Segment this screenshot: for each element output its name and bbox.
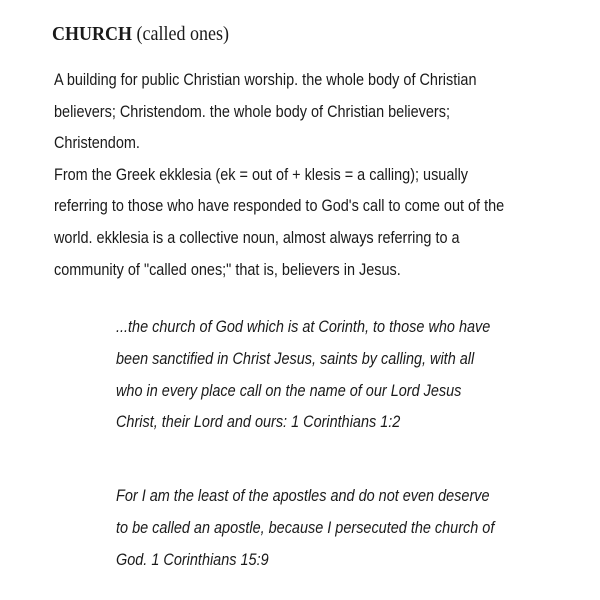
etymology-line: referring to those who have responded to God's call to come out of the [54,196,505,216]
entry-heading [52,20,229,48]
etymology-line: community of "called ones;" that is, believers in Jesus. [54,259,401,279]
definition-line: A building for public Christian worship. the whole body of Christian [54,70,477,89]
definition-line: believers; Christendom. the whole body of Christian believers; [54,101,450,121]
heading-term: CHURCH [52,23,133,45]
scripture-quote-1-corinthians-1-2 [116,311,556,438]
scripture-quote-1-corinthians-15-9 [116,480,561,575]
heading-gloss: (called ones) [132,23,229,45]
quote-line: who in every place call on the name of our Lord Jesus [116,380,462,400]
definition-line: Christendom. [54,133,140,153]
etymology-line: world. ekklesia is a collective noun, almost always referring to a [54,227,460,247]
quote-line: ...the church of God which is at Corinth, to those who have [116,317,491,336]
quote-line: For I am the least of the apostles and do not even deserve [116,486,490,505]
quote-line: to be called an apostle, because I persecuted the church of [116,517,495,537]
definition-paragraph [54,64,584,285]
quote-line: been sanctified in Christ Jesus, saints by calling, with all [116,348,475,368]
quote-line: Christ, their Lord and ours: 1 Corinthians 1:2 [116,412,401,432]
etymology-line: From the Greek ekklesia (ek = out of + klesis = a calling); usually [54,164,469,184]
quote-line: God. 1 Corinthians 15:9 [116,549,269,569]
